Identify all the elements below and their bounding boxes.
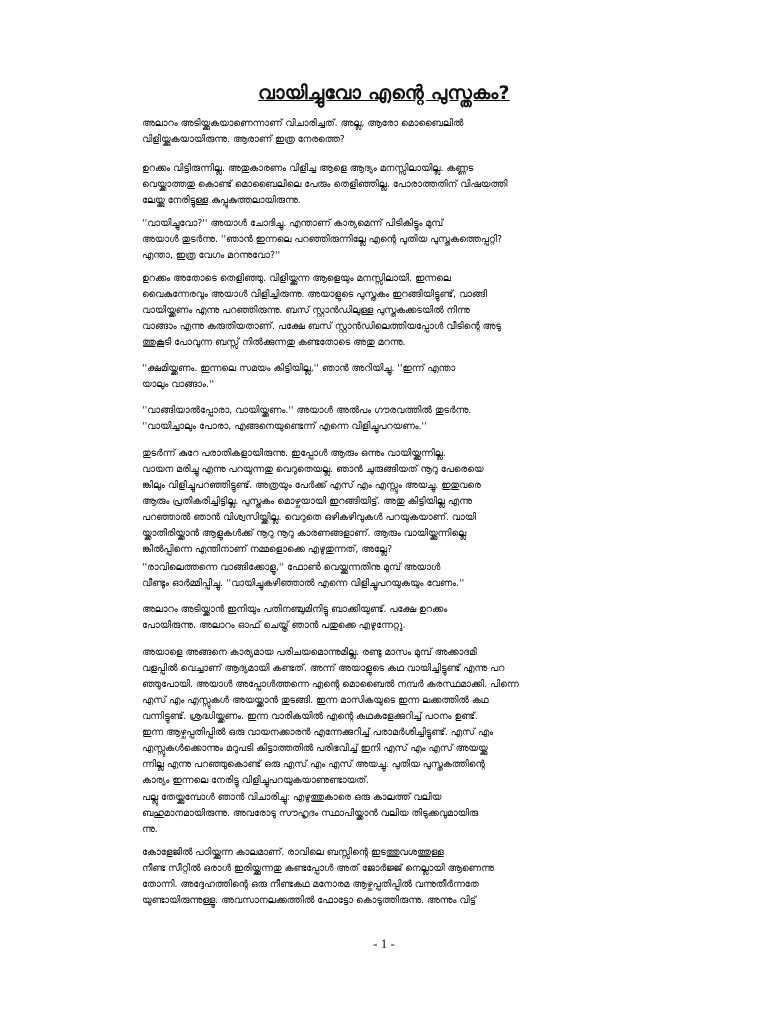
text-line: യുണ്ടായിരുന്നുള്ളൂ. അവസാനലക്കത്തിൽ ഫോട്ടോ കൊടുത്തിരുന്നു. അന്നും വിട്ട് bbox=[142, 895, 476, 906]
paragraph bbox=[142, 790, 630, 838]
text-line: ത്തുകൂടി പോവുന്ന ബസ്സ് നിൽക്കുന്നതു കണ്ടതോടെ അതു മറന്നു. bbox=[142, 337, 406, 348]
paragraph bbox=[142, 602, 630, 634]
text-line: തോന്നി. അദ്ദേഹത്തിന്റെ ഒരു നീണ്ടകഥ മനോരമ ആഴ്ചപ്പതിപ്പിൽ വന്നുതീർന്നതേ bbox=[142, 879, 479, 890]
paragraph bbox=[142, 216, 630, 264]
text-line: വെയ്ക്കാത്തതു കൊണ്ട് മൊബൈലിലെ പേരും തെളിഞ്ഞില്ല. പോരാത്തതിന് വിഷയത്തി bbox=[142, 179, 508, 190]
text-line: യാലും വാങ്ങാം.'' bbox=[142, 379, 215, 390]
text-line: വായിയ്ക്കണം എന്നു പറഞ്ഞിരുന്നു. ബസ് സ്റ്റാൻഡിലുള്ള പുസ്തകക്കടയിൽ നിന്നു bbox=[142, 305, 470, 316]
paragraph bbox=[142, 446, 630, 558]
text-line: ഉറക്കം അതോടെ തെളിഞ്ഞു. വിളിയ്ക്കുന്ന ആളെയും മനസ്സിലായി. ഇന്നലെ bbox=[142, 273, 451, 284]
text-line: ''വായിച്ചാലും പോരാ, എങ്ങനെയുണ്ടെന്ന് എന്നെ വിളിച്ചുപറയണം.'' bbox=[142, 421, 427, 432]
paragraph bbox=[142, 845, 630, 909]
text-line: വളപ്പിൽ വെച്ചാണ് ആദ്യമായി കണ്ടത്. അന്ന് അയാളുടെ കഥ വായിച്ചിട്ടുണ്ട് എന്നു പറ bbox=[142, 663, 505, 674]
text-line: വായന മരിച്ചു എന്നു പറയുന്നതു വെറുതെയല്ല. ഞാൻ ചുരുങ്ങിയത് നൂറു പേരെയെ bbox=[142, 464, 484, 475]
paragraph bbox=[142, 645, 630, 789]
text-line: എസ്സുകൾക്കൊന്നും മറുപടി കിട്ടാത്തതിൽ പരിഭവിച്ച് ഇനി എസ് എം എസ് അയയ്ക്കു bbox=[142, 743, 488, 754]
text-line: ''വായിച്ചുവോ?'' അയാൾ ചോദിച്ചു. എന്താണ് കാര്യമെന്ന് പിടികിട്ടും മുമ്പ് bbox=[142, 218, 444, 229]
paragraph bbox=[142, 161, 630, 209]
text-line: നീണ്ട സീറ്റിൽ ഒരാൾ ഇരിയ്ക്കുന്നതു കണ്ടപ്പോൾ അത് ജോർജ്ജ് നെല്ലായി ആണെന്നു bbox=[142, 863, 494, 874]
text-line: ന്നു. bbox=[142, 824, 158, 835]
paragraph bbox=[142, 403, 630, 435]
text-line: യ്ക്കാതിരിയ്ക്കാൻ ആളുകൾക്ക് നൂറു നൂറു കാരണങ്ങളാണ്. ആരും വായിയ്ക്കുന്നില്ലെ bbox=[142, 528, 467, 539]
page-title: വായിച്ചുവോ എന്റെ പുസ്തകം? bbox=[258, 82, 510, 104]
paragraph bbox=[142, 560, 630, 592]
text-line: ഞ്ഞുപോയി. അയാൾ അപ്പോൾത്തന്നെ എന്റെ മൊബൈൽ നമ്പർ കരസ്ഥമാക്കി. പിന്നെ bbox=[142, 679, 519, 690]
text-line: വിളിയ്ക്കുകയായിരുന്നു. ആരാണ് ഇത്ര നേരത്തെ? bbox=[142, 134, 345, 145]
text-line: അയാളെ അങ്ങനെ കാര്യമായ പരിചയമൊന്നുമില്ല. രണ്ടു മാസം മുമ്പ് അക്കാദമി bbox=[142, 647, 477, 658]
text-line: വന്നിട്ടുണ്ട്. ശ്രദ്ധിയ്ക്കണം. ഇന്ന വാരികയിൽ എന്റെ കഥകളേക്കുറിച്ച് പഠനം ഉണ്ട്. bbox=[142, 711, 478, 722]
page-number: - 1 - bbox=[373, 936, 395, 951]
text-line: ''ക്ഷമിയ്ക്കണം. ഇന്നലെ സമയം കിട്ടിയില്ല,'' ഞാൻ അറിയിച്ചു. ''ഇന്ന് എന്താ bbox=[142, 363, 456, 374]
text-line: ഉറക്കം വിട്ടിരുന്നില്ല. അതുകാരണം വിളിച്ച ആളെ ആദ്യം മനസ്സിലായില്ല. കണ്ണട bbox=[142, 163, 474, 174]
paragraph bbox=[142, 116, 630, 148]
text-line: ങ്കിലും വിളിച്ചുപറഞ്ഞിട്ടുണ്ട്. അത്രയും പേർക്ക് എസ് എം എസ്സും അയച്ചു. ഇതുവരെ bbox=[142, 480, 481, 491]
text-line: അലാറം അടിയ്ക്കാൻ ഇനിയും പതിനഞ്ചുമിനിട്ടു ബാക്കിയുണ്ട്. പക്ഷേ ഉറക്കം bbox=[142, 604, 448, 615]
text-line: ബഹുമാനമായിരുന്നു. അവരോടു സൗഹൃദം സ്ഥാപിയ്ക്കാൻ വലിയ തിടുക്കവുമായിരു bbox=[142, 808, 479, 819]
text-line: പറഞ്ഞാൽ ഞാൻ വിശ്വസിയ്ക്കില്ല. വെറുതെ ഒഴികഴിവുകൾ പറയുകയാണ്. വായി bbox=[142, 512, 477, 523]
paragraph bbox=[142, 271, 630, 351]
text-line: തുടർന്ന് കുറേ പരാതികളായിരുന്നു. ഇപ്പോൾ ആരും ഒന്നും വായിയ്ക്കുന്നില്ല. bbox=[142, 448, 446, 459]
text-line: അയാൾ തുടർന്നു. ''ഞാൻ ഇന്നലെ പറഞ്ഞിരുന്നില്ലേ എന്റെ പുതിയ പുസ്തകത്തെപ്പറ്റി? bbox=[142, 234, 503, 245]
text-line: കോളേജിൽ പഠിയ്ക്കുന്ന കാലമാണ്. രാവിലെ ബസ്സിന്റെ ഇടത്തുവശത്തുള്ള bbox=[142, 847, 444, 858]
text-line: ''രാവിലെത്തന്നെ വാങ്ങിക്കോളൂ,'' ഫോൺ വെയ്ക്കുന്നതിനു മുമ്പ് അയാൾ bbox=[142, 562, 441, 573]
text-line: ങ്കിൽപ്പിന്നെ എന്തിനാണ് നമ്മളൊക്കെ എഴുതുന്നത്, അല്ലേ? bbox=[142, 544, 393, 555]
text-line: ''വാങ്ങിയാൽപ്പോരാ, വായിയ്ക്കണം.'' അയാൾ അൽപം ഗൗരവത്തിൽ തുടർന്നു. bbox=[142, 405, 472, 416]
paragraph bbox=[142, 361, 630, 393]
text-line: എസ് എം എസ്സുകൾ അയയ്ക്കാൻ തുടങ്ങി. ഇന്ന മാസികയുടെ ഇന്ന ലക്കത്തിൽ കഥ bbox=[142, 695, 489, 706]
text-line: ന്നില്ല എന്നു പറഞ്ഞുകൊണ്ട് ഒരു എസ് എം എസ് അയച്ചു. പുതിയ പുസ്തകത്തിന്റെ bbox=[142, 759, 485, 770]
text-line: വീണ്ടും ഓർമ്മിപ്പിച്ചു. ''വായിച്ചുകഴിഞ്ഞാൽ എന്നെ വിളിച്ചുപറയുകയും വേണം.'' bbox=[142, 578, 465, 589]
text-line: എന്താ, ഇത്ര വേഗം മറന്നുവോ?'' bbox=[142, 250, 281, 261]
text-line: കാര്യം ഇന്നലെ നേരിട്ടു വിളിച്ചുപറയുകയാണുണ്ടായത്. bbox=[142, 775, 369, 786]
text-line: ലേയ്ക്കു നേരിട്ടുള്ള കുപ്പുകുത്തലായിരുന്നു. bbox=[142, 195, 301, 206]
text-line: പല്ലു തേയ്ക്കുമ്പോൾ ഞാൻ വിചാരിച്ചു: എഴുത്തുകാരെ ഒരു കാലത്ത് വലിയ bbox=[142, 792, 442, 803]
text-line: വാങ്ങാം എന്നു കരുതിയതാണ്. പക്ഷേ ബസ് സ്റ്റാൻഡിലെത്തിയപ്പോൾ വീടിന്റെ അടു bbox=[142, 321, 501, 332]
text-line: ഇന്ന ആഴ്ചപ്പതിപ്പിൽ ഒരു വായനക്കാരൻ എന്നേക്കുറിച്ച് പരാമർശിച്ചിട്ടുണ്ട്. എസ് എം bbox=[142, 727, 494, 738]
text-line: ആരും പ്രതികരിച്ചിട്ടില്ല. പുസ്തകം മൊഴ്ചയായി ഇറങ്ങിയിട്ട്. അതു കിട്ടിയില്ല എന്നു bbox=[142, 496, 472, 507]
text-line: വൈകുന്നേരവും അയാൾ വിളിച്ചിരുന്നു. അയാളുടെ പുസ്തകം ഇറങ്ങിയിട്ടുണ്ട്, വാങ്ങി bbox=[142, 289, 488, 300]
text-line: പോയിരുന്നു. അലാറം ഓഫ് ചെയ്ത് ഞാൻ പതുക്കെ എഴുന്നേറ്റു. bbox=[142, 620, 406, 631]
text-line: അലാറം അടിയ്ക്കുകയാണെന്നാണ് വിചാരിച്ചത്. അല്ല, ആരോ മൊബൈലിൽ bbox=[142, 118, 464, 129]
